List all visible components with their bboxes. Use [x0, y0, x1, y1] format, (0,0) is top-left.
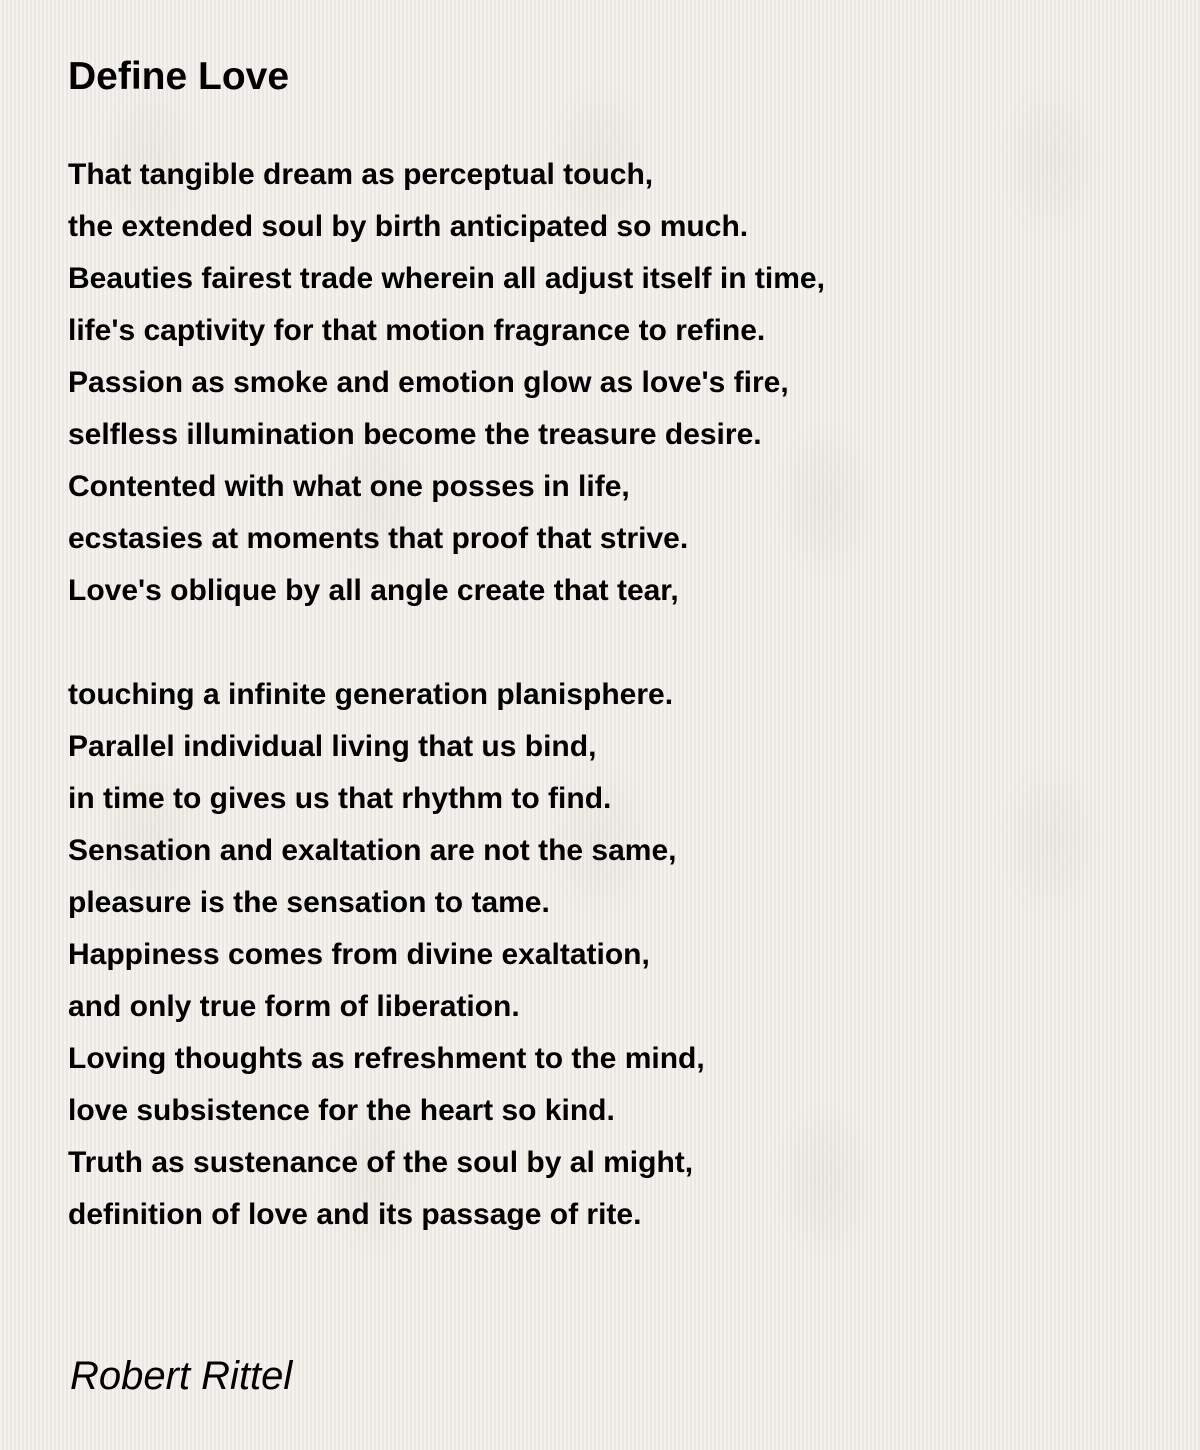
poem-line: Passion as smoke and emotion glow as love's fire, — [68, 366, 789, 399]
poem-line: definition of love and its passage of rite. — [68, 1198, 642, 1231]
poem-line: Loving thoughts as refreshment to the mind, — [68, 1042, 705, 1075]
poem-title: Define Love — [68, 55, 290, 98]
poem-line: Parallel individual living that us bind, — [68, 730, 597, 763]
poem-line: Happiness comes from divine exaltation, — [68, 938, 650, 971]
poem-line: life's captivity for that motion fragrance to refine. — [68, 314, 766, 347]
poem-line: Truth as sustenance of the soul by al might, — [68, 1146, 694, 1179]
poem-line: love subsistence for the heart so kind. — [68, 1094, 615, 1127]
stanza-break — [68, 617, 825, 669]
poem-line: touching a infinite generation planisphere. — [68, 678, 674, 711]
poem-line: and only true form of liberation. — [68, 990, 520, 1023]
poem-body — [68, 149, 825, 1241]
poem-line: Contented with what one posses in life, — [68, 470, 630, 503]
poem-line: Beauties fairest trade wherein all adjust itself in time, — [68, 262, 825, 295]
poem-line: in time to gives us that rhythm to find. — [68, 782, 612, 815]
poem-line: selfless illumination become the treasure desire. — [68, 418, 762, 451]
poem-author: Robert Rittel — [70, 1354, 293, 1398]
poem-line: Sensation and exaltation are not the same, — [68, 834, 677, 867]
poem-line: the extended soul by birth anticipated so much. — [68, 210, 749, 243]
poem-line: ecstasies at moments that proof that strive. — [68, 522, 689, 555]
poem-line: pleasure is the sensation to tame. — [68, 886, 550, 919]
poem-line: That tangible dream as perceptual touch, — [68, 158, 654, 191]
poem-line: Love's oblique by all angle create that tear, — [68, 574, 679, 607]
